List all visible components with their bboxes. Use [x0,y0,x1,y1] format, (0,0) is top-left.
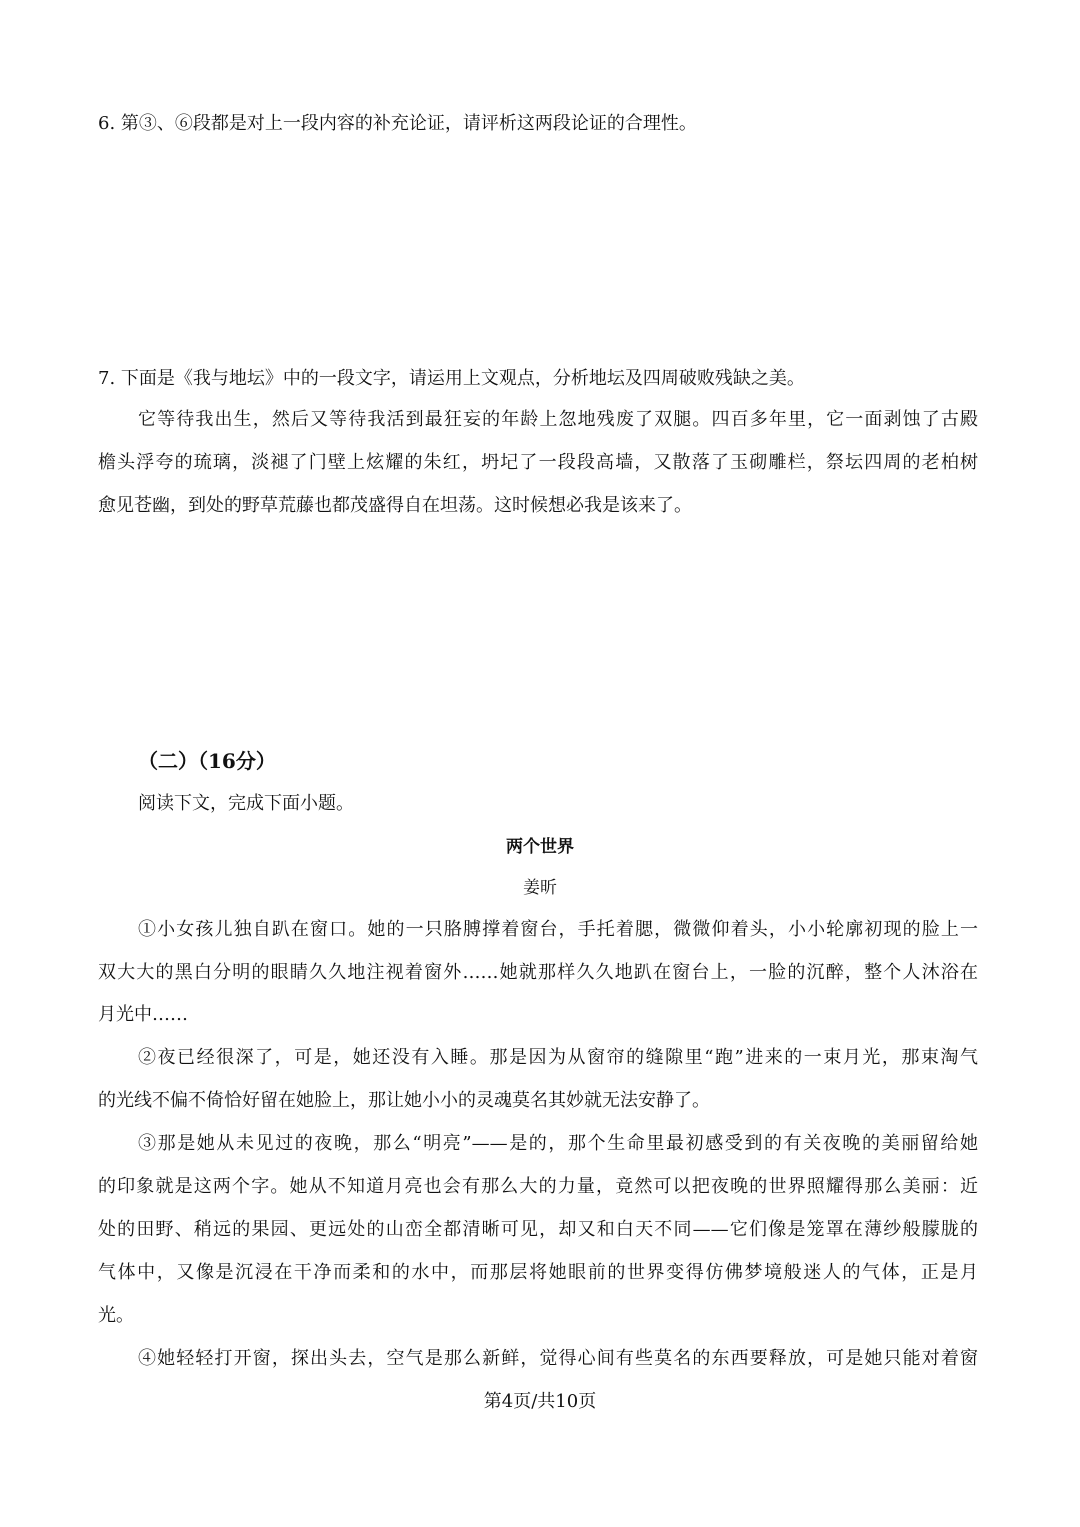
question-7: 7. 下面是《我与地坛》中的一段文字，请运用上文观点，分析地坛及四周破败残缺之美。 [98,368,805,389]
article-line-6: ③那是她从未见过的夜晚，那么“明亮”——是的，那个生命里最初感受到的有关夜晚的美丽留给她 [138,1133,978,1154]
quote-line-3: 愈见苍幽，到处的野草荒藤也都茂盛得自在坦荡。这时候想必我是该来了。 [98,495,692,516]
section-2-heading: （二）（16分） [138,749,276,773]
article-line-1: ①小女孩儿独自趴在窗口。她的一只胳膊撑着窗台，手托着腮，微微仰着头，小小轮廓初现的脸上一 [138,919,978,940]
article-line-3: 月光中…… [98,1004,188,1025]
article-line-2: 双大大的黑白分明的眼睛久久地注视着窗外……她就那样久久地趴在窗台上，一脸的沉醉，整个人沐浴在 [98,962,978,983]
section-2-instruction: 阅读下文，完成下面小题。 [138,793,354,814]
article-line-9: 气体中，又像是沉浸在干净而柔和的水中，而那层将她眼前的世界变得仿佛梦境般迷人的气体，正是月 [98,1262,978,1283]
article-line-10: 光。 [98,1305,134,1326]
article-line-7: 的印象就是这两个字。她从不知道月亮也会有那么大的力量，竟然可以把夜晚的世界照耀得那么美丽：近 [98,1176,978,1197]
question-6: 6. 第③、⑥段都是对上一段内容的补充论证，请评析这两段论证的合理性。 [98,113,697,134]
quote-line-2: 檐头浮夸的琉璃，淡褪了门壁上炫耀的朱红，坍圮了一段段高墙，又散落了玉砌雕栏，祭坛四周的老柏树 [98,452,978,473]
article-author: 姜昕 [523,878,557,898]
article-line-4: ②夜已经很深了，可是，她还没有入睡。那是因为从窗帘的缝隙里“跑”进来的一束月光，那束淘气 [138,1047,978,1068]
page-number: 第4页/共10页 [483,1391,597,1412]
quote-line-1: 它等待我出生，然后又等待我活到最狂妄的年龄上忽地残废了双腿。四百多年里，它一面剥蚀了古殿 [138,409,978,430]
article-title: 两个世界 [506,837,574,857]
article-line-8: 处的田野、稍远的果园、更远处的山峦全都清晰可见，却又和白天不同——它们像是笼罩在薄纱般朦胧的 [98,1219,978,1240]
article-line-5: 的光线不偏不倚恰好留在她脸上，那让她小小的灵魂莫名其妙就无法安静了。 [98,1090,710,1111]
article-line-11: ④她轻轻打开窗，探出头去，空气是那么新鲜，觉得心间有些莫名的东西要释放，可是她只能对着窗 [138,1348,978,1369]
